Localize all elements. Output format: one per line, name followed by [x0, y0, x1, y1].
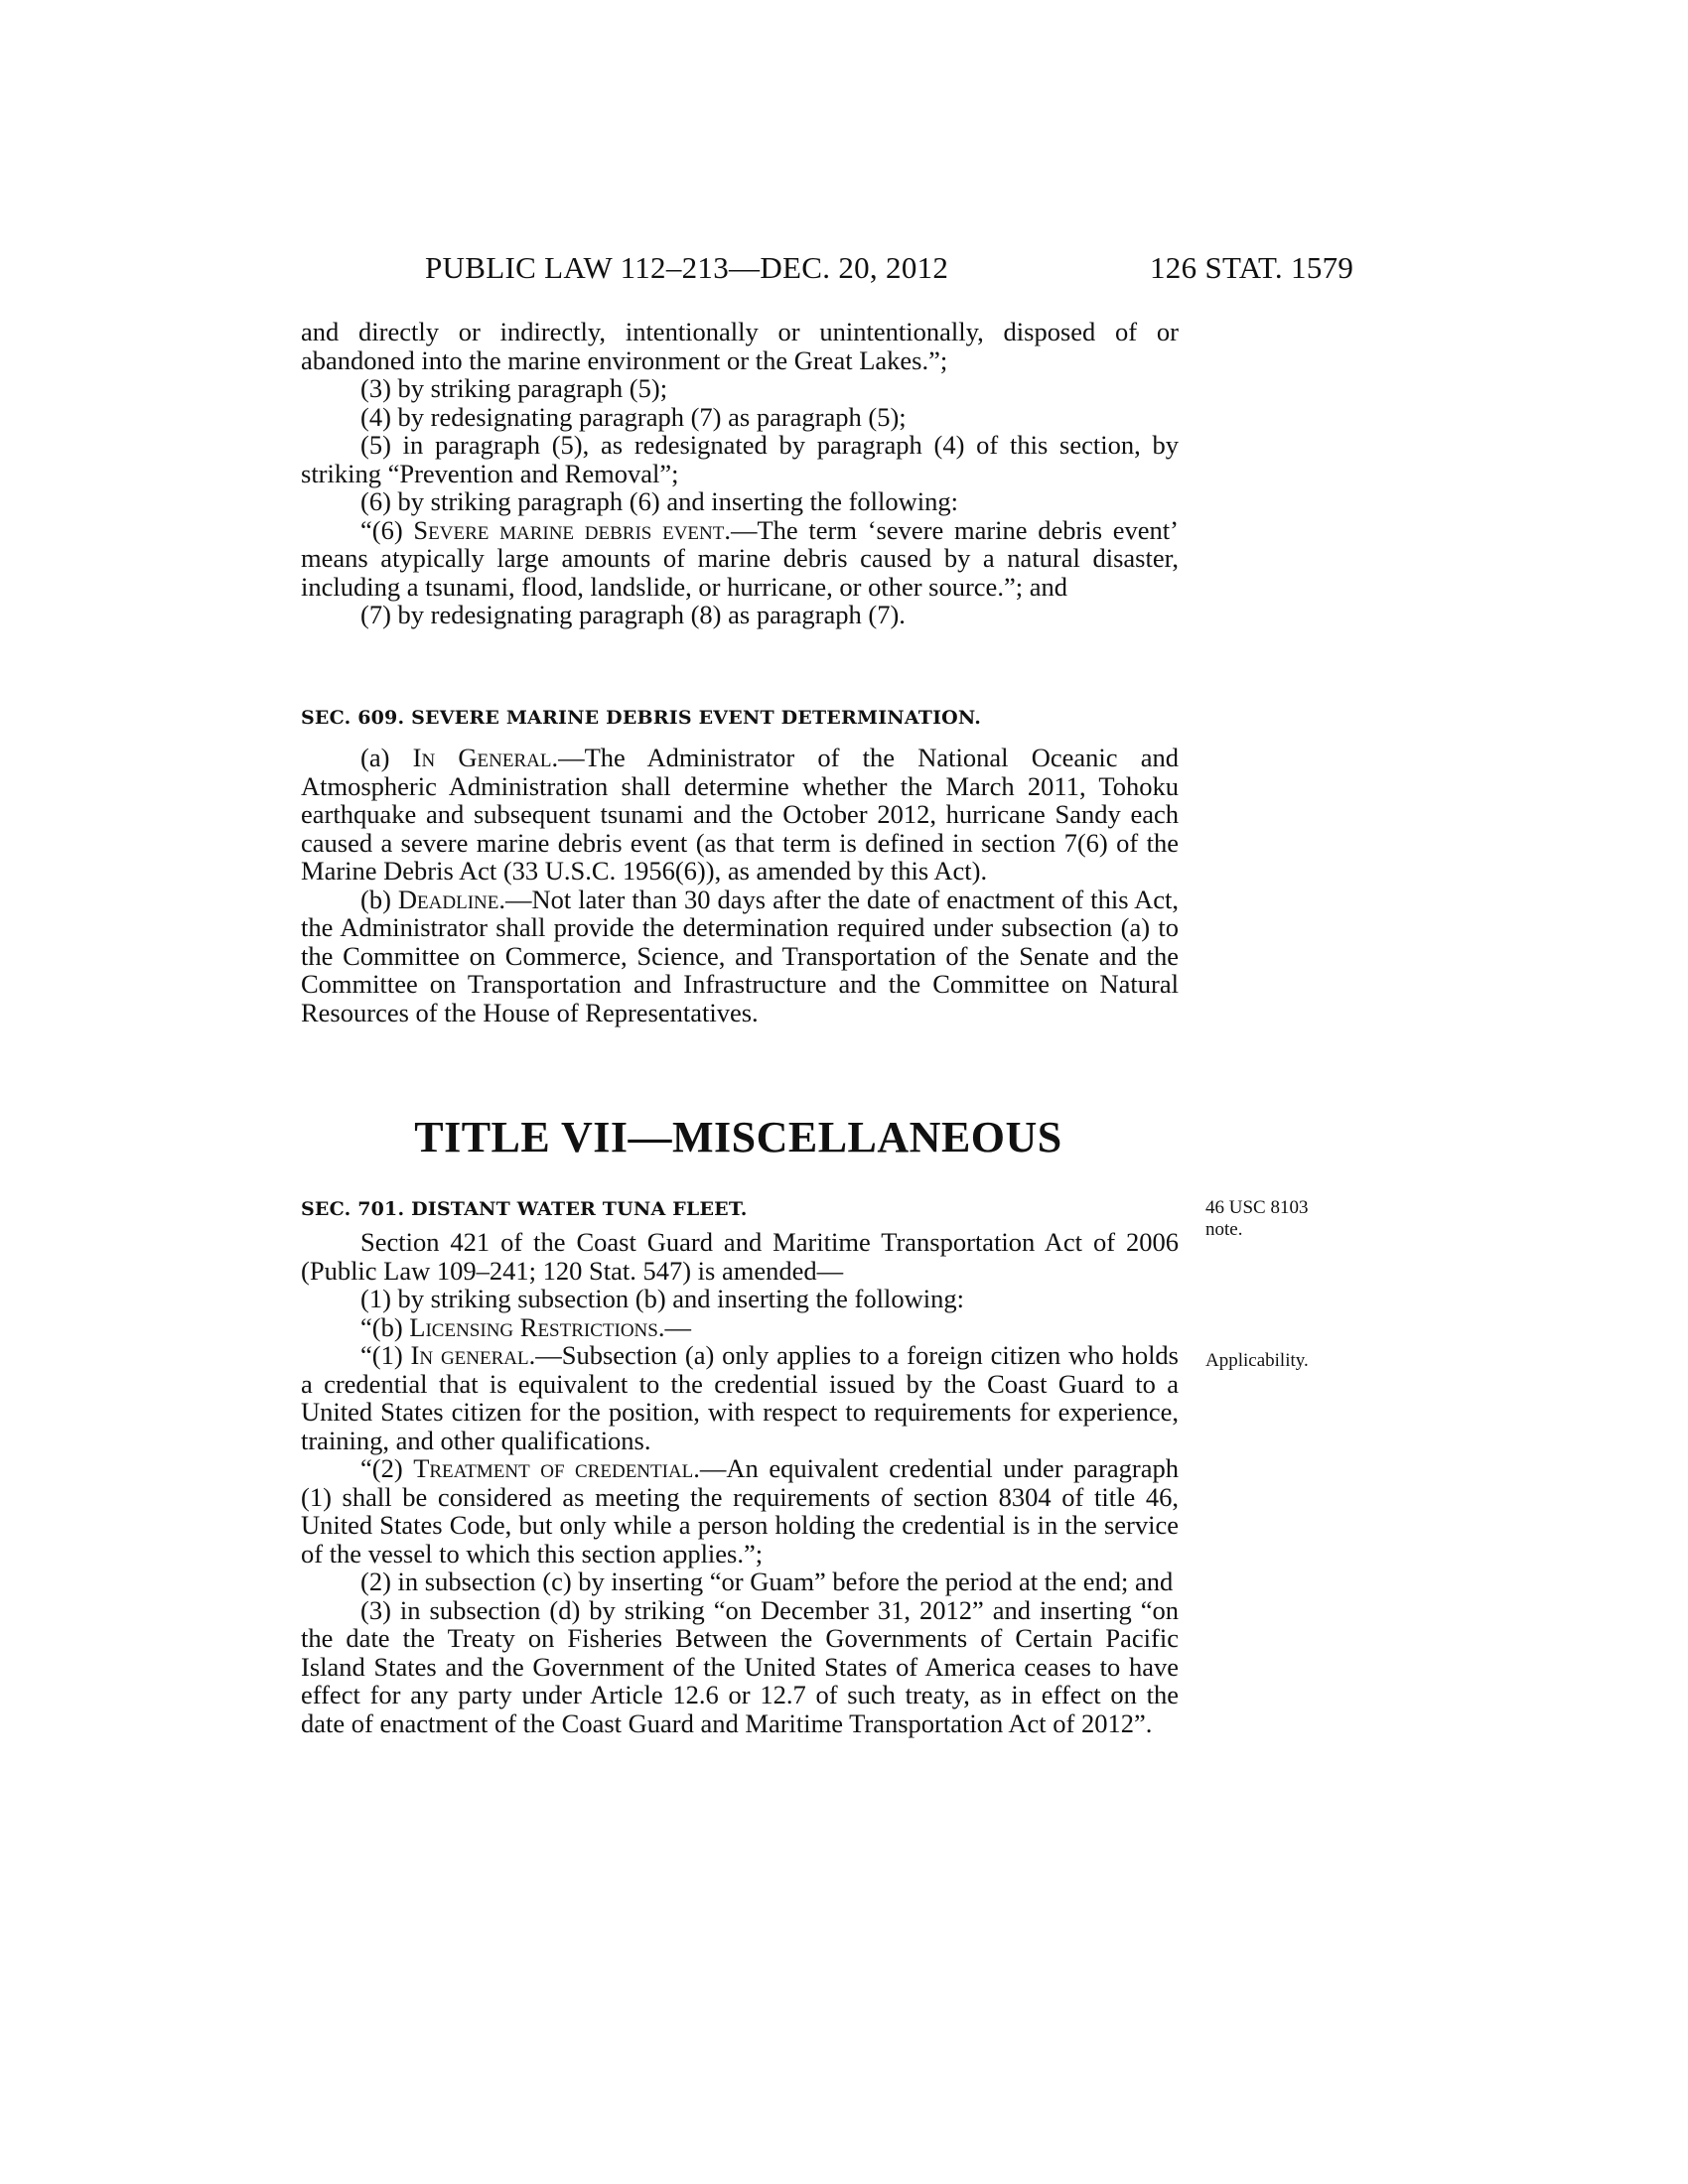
subsection-b: [301, 886, 1179, 1027]
subsection-text: —The Administrator of the National Oceanic and Atmospheric Administration shall determine whether the March 2011, Tohoku earthquake and subsequent tsunami and the October 2012, hurricane Sandy each caused a severe marine debris event (as that term is defined in section 7(6) of the Marine Debris Act (33 U.S.C. 1956(6)), as amended by this Act).: [301, 743, 1179, 886]
margin-note-note: note.: [1205, 1219, 1243, 1240]
amendment-item-7: (7) by redesignating paragraph (8) as paragraph (7).: [360, 600, 906, 629]
amendment-item-2: (2) in subsection (c) by inserting “or Guam” before the period at the end; and: [360, 1567, 1174, 1596]
defined-term-heading: Severe marine debris event.: [413, 514, 731, 545]
subsection-a: [301, 744, 1179, 886]
amendment-item-3: (3) by striking paragraph (5);: [360, 373, 668, 403]
inserted-paragraph-1: [301, 1341, 1179, 1454]
paragraph-heading: In general.: [410, 1340, 536, 1370]
paragraph-number: “(6): [360, 514, 414, 545]
paragraph-number: “(1): [360, 1340, 411, 1370]
inserted-definition-6: [301, 516, 1179, 602]
subsection-heading: Deadline.: [397, 884, 505, 914]
margin-note-applicability: Applicability.: [1205, 1350, 1309, 1371]
running-header-law: PUBLIC LAW 112–213—DEC. 20, 2012: [425, 250, 949, 285]
paragraph-text: —An equivalent credential under paragraph (1) shall be considered as meeting the requirements of section 8304 of title 46, United States Code, but only while a person holding the credential is in the service of the vessel to which this section applies.”;: [301, 1453, 1179, 1569]
subsection-number: (b): [360, 884, 398, 914]
inserted-subsection-b: [301, 1313, 1179, 1342]
subsection-heading: In General.: [412, 743, 559, 772]
amendment-item-5: (5) in paragraph (5), as redesignated by paragraph (4) of this section, by striking “Prevention and Removal”;: [301, 430, 1179, 488]
inserted-paragraph-2: [301, 1454, 1179, 1568]
continued-paragraph: and directly or indirectly, intentionally or unintentionally, disposed of or abandoned into the marine environment or the Great Lakes.”;: [301, 317, 1179, 375]
paragraph-text: —Subsection (a) only applies to a foreign citizen who holds a credential that is equivalent to the credential issued by the Coast Guard to a United States citizen for the position, with respect to requirements for experience, training, and other qualifications.: [301, 1340, 1179, 1455]
title-heading: TITLE VII—MISCELLANEOUS: [414, 1113, 1062, 1161]
amendment-item-3: (3) in subsection (d) by striking “on December 31, 2012” and inserting “on the date the Treaty on Fisheries Between the Governments of Certain Pacific Island States and the Government of the United States of America ceases to have effect for any party under Article 12.6 or 12.7 of such treaty, as in effect on the date of enactment of the Coast Guard and Maritime Transportation Act of 2012”.: [301, 1594, 1179, 1738]
section-609-body: [301, 744, 1179, 1026]
subsection-number: “(b): [360, 1311, 410, 1342]
margin-note-citation: [1205, 1197, 1308, 1241]
paragraph-heading: Treatment of credential.: [413, 1453, 700, 1483]
section-701-heading: SEC. 701. DISTANT WATER TUNA FLEET.: [301, 1198, 748, 1220]
heading-dash: —: [664, 1311, 691, 1342]
amendment-item-6: (6) by striking paragraph (6) and inserting the following:: [360, 486, 958, 516]
running-header-stat: 126 STAT. 1579: [1150, 250, 1354, 285]
amendment-item-1: (1) by striking subsection (b) and inserting the following:: [360, 1284, 964, 1313]
paragraph-number: “(2): [360, 1453, 414, 1483]
section-701-intro: Section 421 of the Coast Guard and Maritime Transportation Act of 2006 (Public Law 109–241; 120 Stat. 547) is amended—: [301, 1227, 1179, 1286]
section-701-body: [301, 1228, 1179, 1737]
amendment-item-4: (4) by redesignating paragraph (7) as paragraph (5);: [360, 401, 907, 432]
definition-text: —The term ‘severe marine debris event’ means atypically large amounts of marine debris caused by a natural disaster, including a tsunami, flood, landslide, or hurricane, or other source.”; and: [301, 514, 1179, 602]
subsection-text: —Not later than 30 days after the date of enactment of this Act, the Administrator shall provide the determination required under subsection (a) to the Committee on Commerce, Science, and Transportation of the Senate and the Committee on Transportation and Infrastructure and the Committee on Natural Resources of the House of Representatives.: [301, 884, 1179, 1027]
section-609-heading: SEC. 609. SEVERE MARINE DEBRIS EVENT DETERMINATION.: [301, 707, 982, 729]
subsection-number: (a): [360, 743, 413, 772]
margin-note-usc: 46 USC 8103: [1205, 1197, 1309, 1218]
continued-amendments: [301, 318, 1179, 629]
subsection-heading: Licensing Restrictions.: [409, 1311, 665, 1342]
